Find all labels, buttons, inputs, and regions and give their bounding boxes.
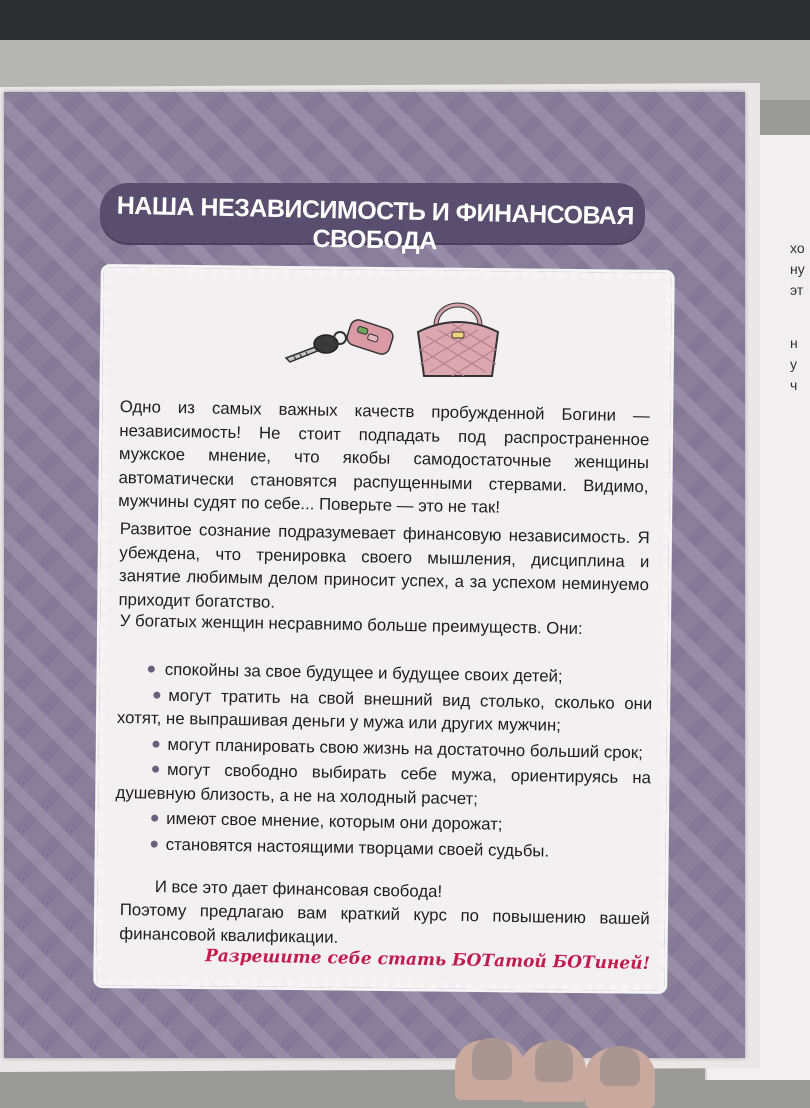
facing-page-text-1: хо	[790, 240, 805, 256]
facing-page-text-6: ч	[790, 377, 798, 393]
bullet-icon	[152, 740, 159, 747]
facing-page-text-4: н	[790, 335, 798, 351]
list-item: имеют свое мнение, которым они дорожат;	[115, 806, 650, 839]
slogan: Разрешите себе стать БОТатой БОТиней!	[204, 946, 651, 974]
fingernail	[600, 1046, 640, 1086]
bullet-icon	[148, 666, 155, 673]
list-item: спокойны за свое будущее и будущее своих детей;	[118, 657, 653, 690]
fingernail	[472, 1038, 512, 1080]
paragraph-course-offer: Поэтому предлагаю вам краткий курс по повышению вашей финансовой квалификации.	[119, 899, 650, 947]
list-item: могут тратить на свой внешний вид столько, сколько они хотят, не выпрашивая деньги у мужа или других мужчин;	[116, 685, 653, 735]
page-title: НАША НЕЗАВИСИМОСТЬ И ФИНАНСОВАЯ СВОБОДА	[116, 191, 635, 256]
facing-page-text-2: ну	[790, 261, 805, 277]
fingernail	[535, 1040, 573, 1082]
advantages-list	[115, 657, 653, 866]
bullet-icon	[151, 840, 158, 847]
handbag-icon	[412, 292, 504, 382]
list-item: могут планировать свою жизнь на достаточно больший срок;	[116, 731, 651, 764]
list-item: становятся настоящими творцами своей судьбы.	[115, 831, 650, 864]
paragraph-financial-independence: Развитое сознание подразумевает финансовую независимость. Я убеждена, что тренировка своего мышления, дисциплина и занятие любимым делом приносит успех, а за успехом неминуемо приходит богатство.	[118, 518, 650, 612]
bullet-icon	[151, 815, 158, 822]
bullet-icon	[153, 691, 160, 698]
facing-page-text-5: у	[790, 356, 797, 372]
list-item: могут свободно выбирать себе мужа, ориентируясь на душевную близость, а не на холодный расчет;	[115, 759, 652, 808]
bullet-icon	[152, 766, 159, 773]
paragraph-financial-freedom: И все это дает финансовая свобода!	[154, 876, 443, 902]
facing-page-text-3: эт	[790, 282, 804, 298]
paragraph-independence: Одно из самых важных качеств пробужденной Богини — независимость! Не стоит подпадать под распространенное мужское мнение, что якобы самодостаточные женщины автоматически становятся распущенными стервами. Видимо, мужчины судят по себе... Поверьте — это не так!	[117, 396, 650, 517]
car-key-icon	[282, 316, 397, 368]
paragraph-advantages-intro: У богатых женщин несравнимо больше преимуществ. Они:	[119, 610, 583, 639]
